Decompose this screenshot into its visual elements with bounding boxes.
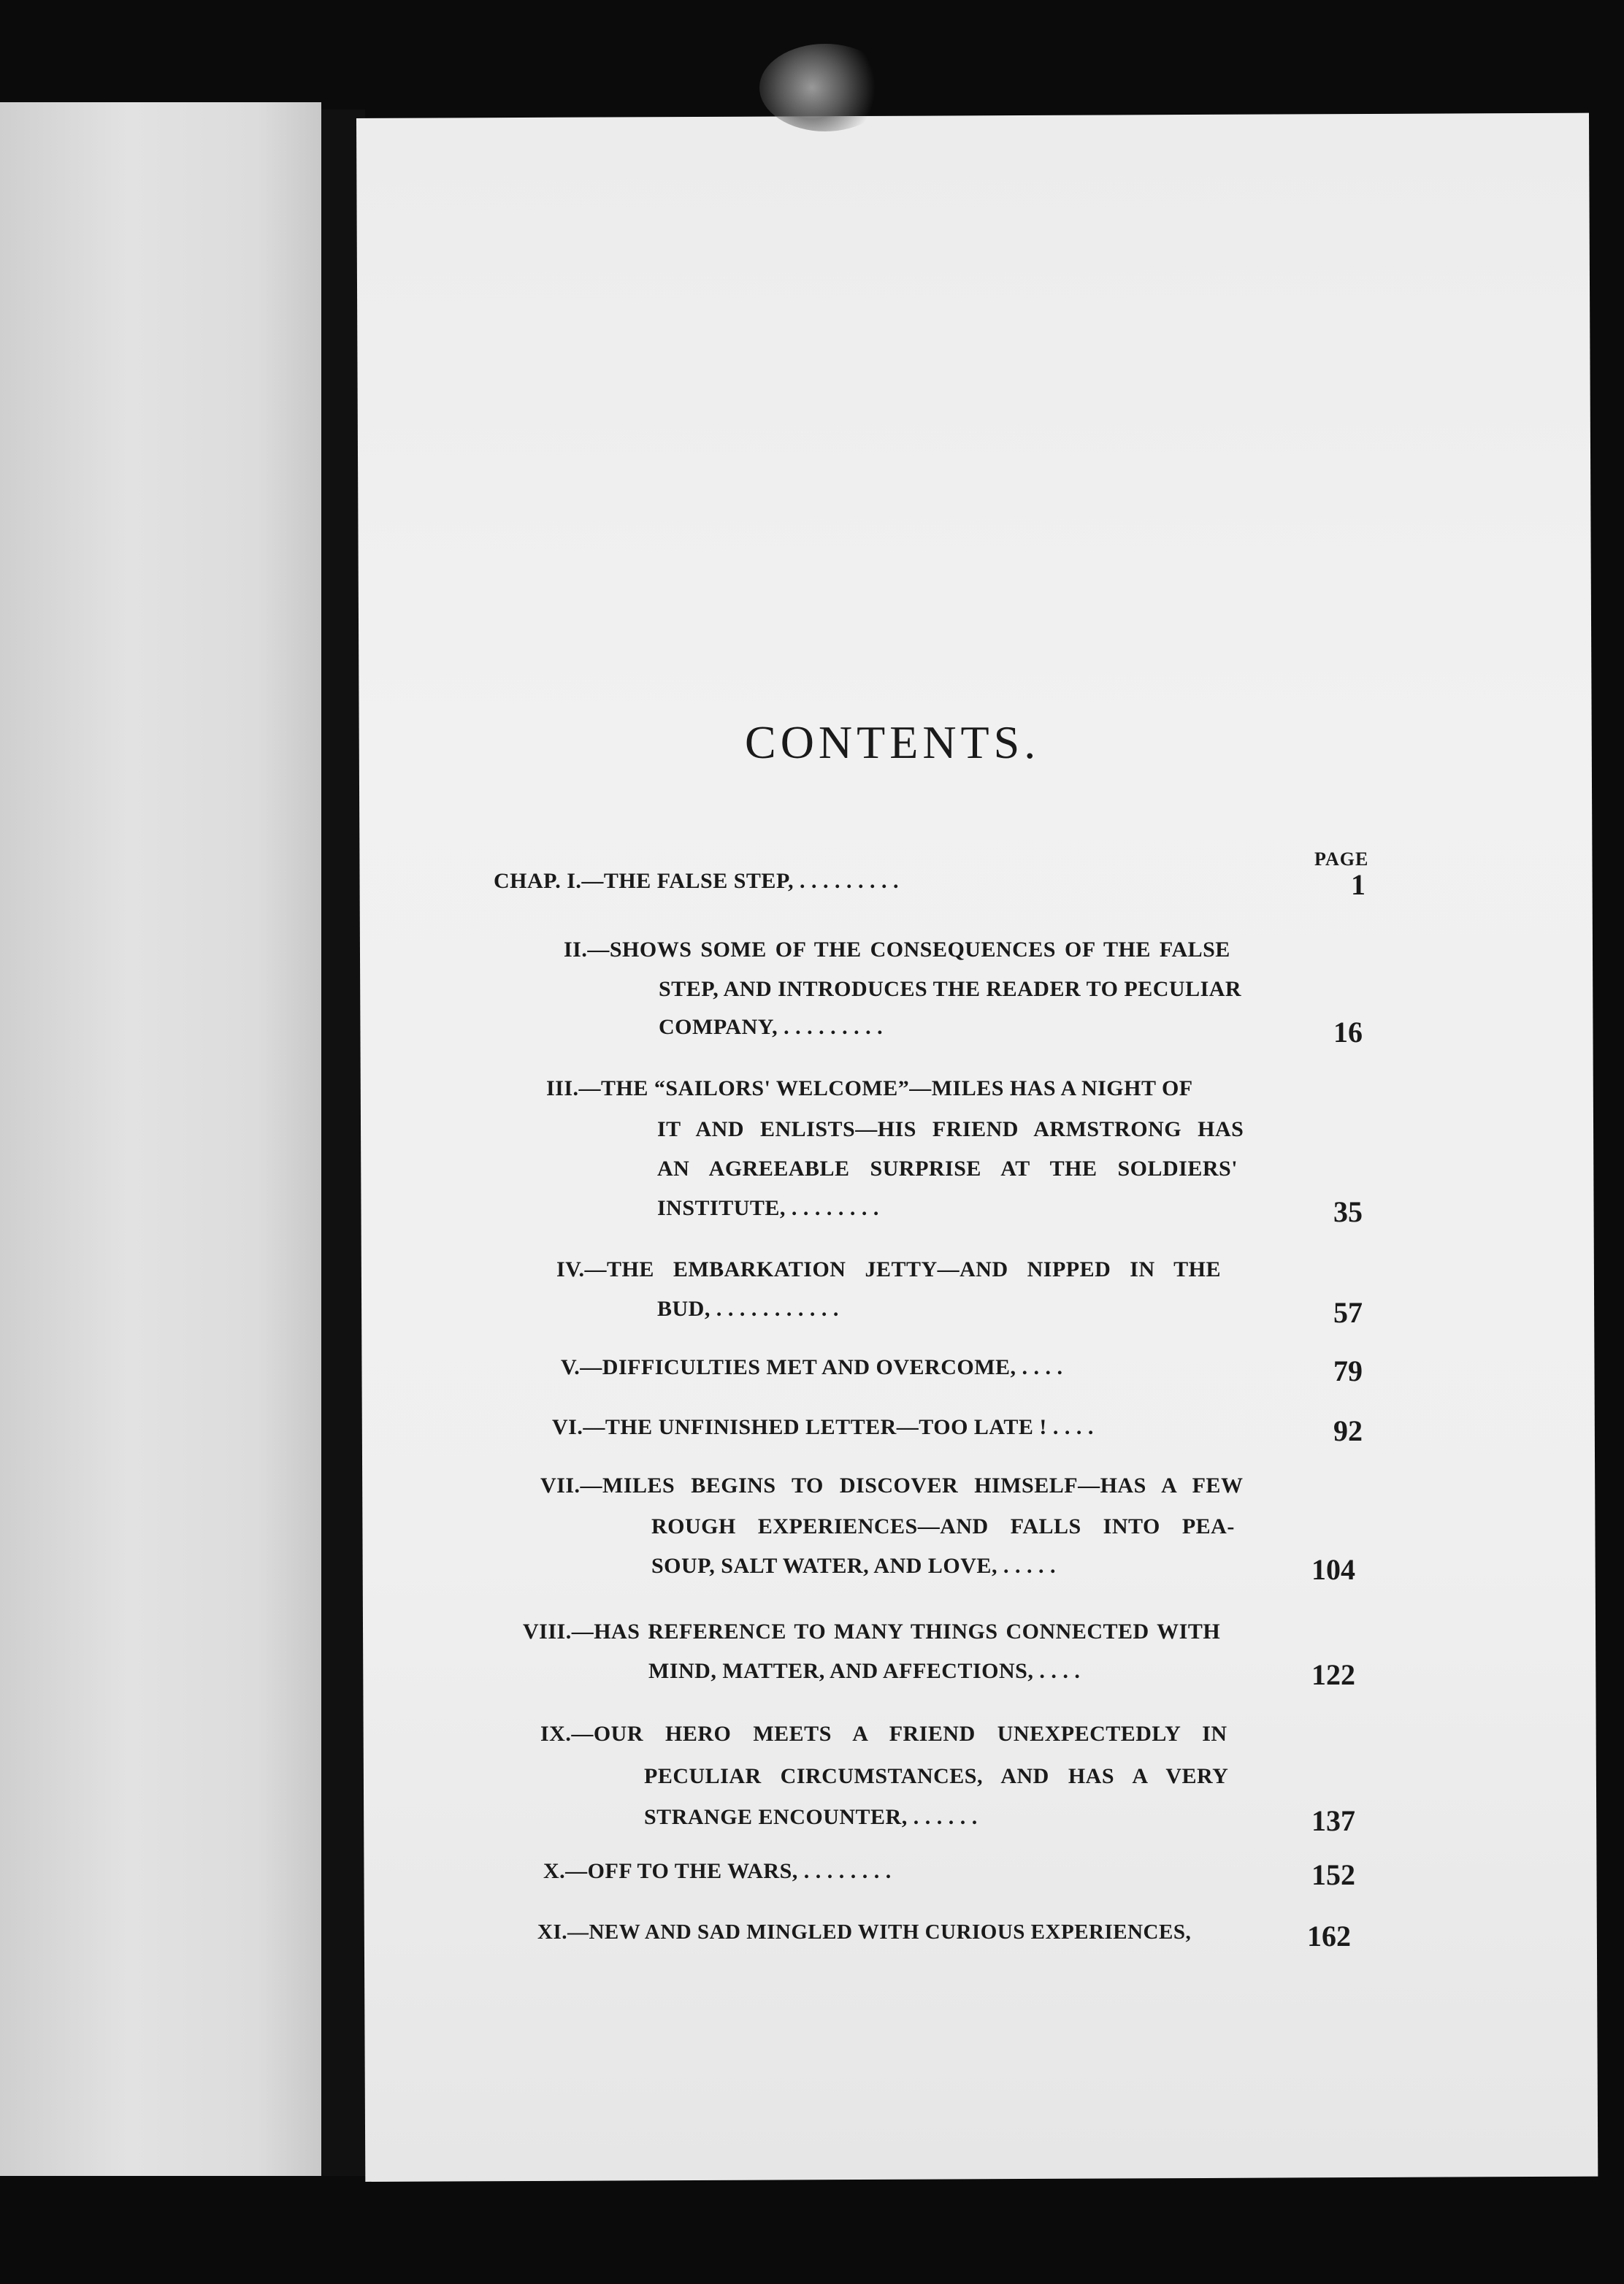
toc-entry-8-line-1: VIII.—HAS REFERENCE TO MANY THINGS CONNECTED WITH <box>523 1620 1221 1644</box>
toc-entry-9-page: 137 <box>1311 1804 1355 1837</box>
toc-entry-4-line-2: BUD, . . . . . . . . . . . <box>657 1297 839 1321</box>
toc-entry-10-line-1: X.—OFF TO THE WARS, . . . . . . . . <box>543 1859 892 1883</box>
toc-entry-5-line-1: V.—DIFFICULTIES MET AND OVERCOME, . . . . <box>561 1355 1063 1379</box>
toc-entry-4-page: 57 <box>1333 1296 1363 1329</box>
toc-entry-1-page: 1 <box>1351 868 1366 901</box>
page-column-heading: PAGE <box>1314 848 1369 870</box>
toc-entry-2-line-2: STEP, AND INTRODUCES THE READER TO PECULIAR <box>659 977 1242 1001</box>
toc-entry-1-line-1: CHAP. I.—THE FALSE STEP, . . . . . . . . . <box>494 869 900 893</box>
toc-entry-7-page: 104 <box>1311 1553 1355 1586</box>
toc-entry-2-page: 16 <box>1333 1016 1363 1049</box>
toc-entry-3-line-4: INSTITUTE, . . . . . . . . <box>657 1196 879 1220</box>
toc-entry-8-page: 122 <box>1311 1658 1355 1691</box>
toc-entry-4-line-1: IV.—THE EMBARKATION JETTY—AND NIPPED IN THE <box>556 1257 1221 1281</box>
toc-entry-9-line-2: PECULIAR CIRCUMSTANCES, AND HAS A VERY <box>644 1764 1229 1788</box>
toc-entry-9-line-3: STRANGE ENCOUNTER, . . . . . . <box>644 1805 978 1829</box>
toc-entry-11-line-1: XI.—NEW AND SAD MINGLED WITH CURIOUS EXPERIENCES, <box>537 1920 1192 1944</box>
toc-entry-2-line-1: II.—SHOWS SOME OF THE CONSEQUENCES OF THE FALSE <box>564 938 1230 962</box>
toc-entry-9-line-1: IX.—OUR HERO MEETS A FRIEND UNEXPECTEDLY IN <box>540 1722 1227 1746</box>
toc-entry-10-page: 152 <box>1311 1858 1355 1891</box>
toc-entry-8-line-2: MIND, MATTER, AND AFFECTIONS, . . . . <box>648 1659 1081 1683</box>
toc-entry-2-line-3: COMPANY, . . . . . . . . . <box>659 1015 884 1039</box>
page-title: CONTENTS. <box>745 716 1041 768</box>
toc-entry-11-page: 162 <box>1307 1920 1351 1952</box>
toc-entry-3-line-3: AN AGREEABLE SURPRISE AT THE SOLDIERS' <box>657 1157 1238 1181</box>
toc-entry-3-line-1: III.—THE “SAILORS' WELCOME”—MILES HAS A NIGHT OF <box>546 1076 1193 1100</box>
toc-entry-7-line-3: SOUP, SALT WATER, AND LOVE, . . . . . <box>651 1554 1056 1578</box>
toc-entry-7-line-1: VII.—MILES BEGINS TO DISCOVER HIMSELF—HAS A FEW <box>540 1474 1244 1498</box>
toc-entry-6-line-1: VI.—THE UNFINISHED LETTER—TOO LATE ! . . . . <box>552 1415 1094 1439</box>
toc-entry-6-page: 92 <box>1333 1414 1363 1447</box>
toc-entry-7-line-2: ROUGH EXPERIENCES—AND FALLS INTO PEA- <box>651 1514 1235 1538</box>
toc-entry-5-page: 79 <box>1333 1354 1363 1387</box>
toc-entry-3-page: 35 <box>1333 1195 1363 1228</box>
toc-entry-3-line-2: IT AND ENLISTS—HIS FRIEND ARMSTRONG HAS <box>657 1117 1244 1141</box>
